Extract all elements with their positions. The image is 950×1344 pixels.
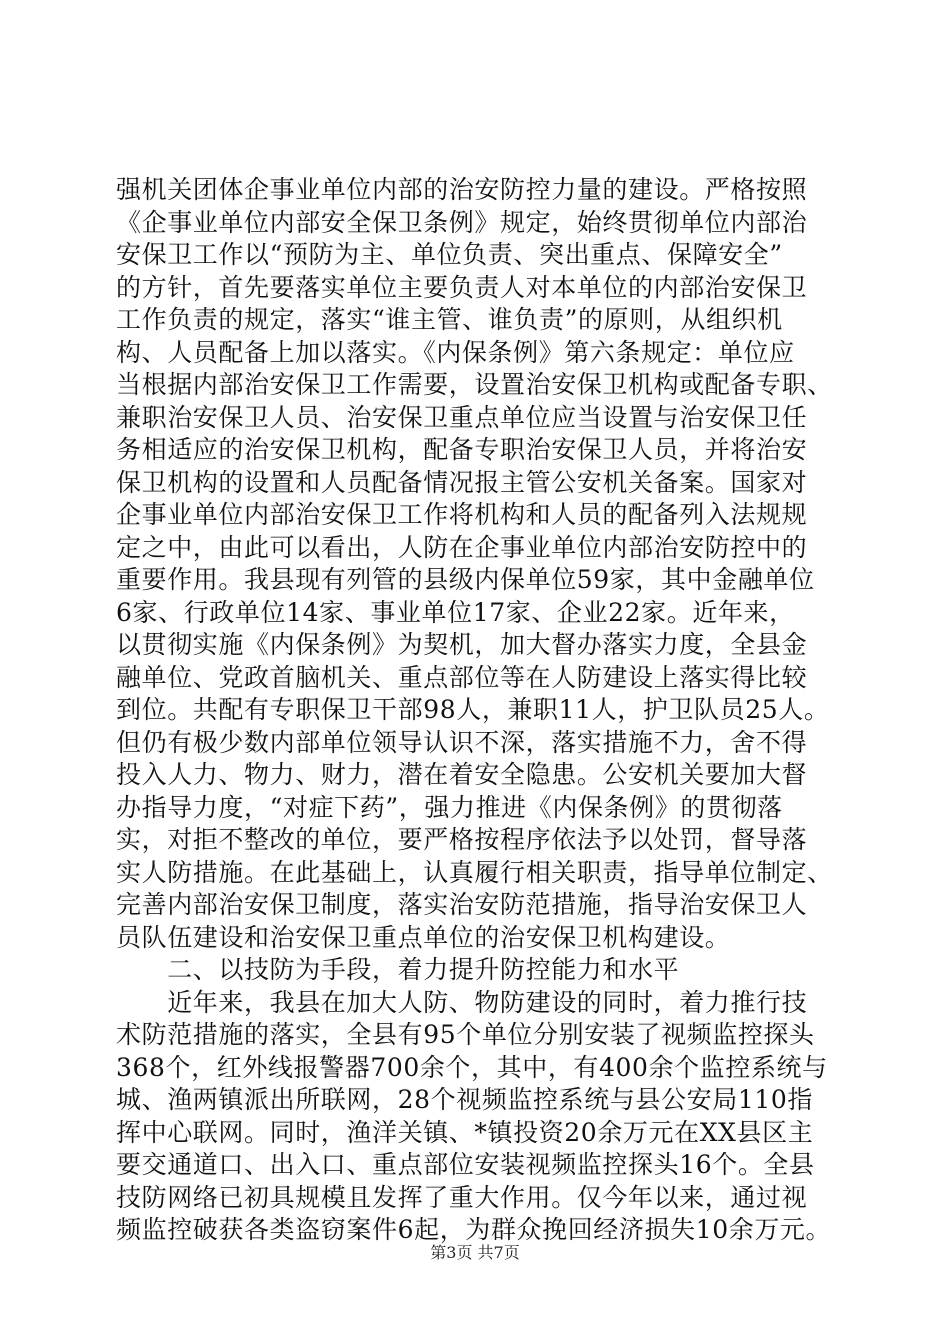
text-line: 实，对拒不整改的单位，要严格按程序依法予以处罚，督导落 — [116, 825, 808, 854]
text-line: 术防范措施的落实，全县有95个单位分别安装了视频监控探头 — [116, 1020, 815, 1049]
text-line: 完善内部治安保卫制度，落实治安防范措施，指导治安保卫人 — [116, 890, 808, 919]
text-line: 当根据内部治安保卫工作需要，设置治安保卫机构或配备专职、 — [116, 370, 833, 399]
text-line: 以贯彻实施《内保条例》为契机，加大督办落实力度，全县金 — [116, 630, 808, 659]
text-line: 技防网络已初具规模且发挥了重大作用。仅今年以来，通过视 — [116, 1182, 808, 1212]
text-line: 368个，红外线报警器700余个，其中，有400余个监控系统与 — [116, 1052, 828, 1082]
section-heading: 二、以技防为手段，着力提升防控能力和水平 — [116, 955, 680, 984]
text-line: 的方针，首先要落实单位主要负责人对本单位的内部治安保卫 — [116, 272, 808, 302]
text-line: 强机关团体企事业单位内部的治安防控力量的建设。严格按照 — [116, 175, 808, 204]
text-line: 工作负责的规定，落实“谁主管、谁负责”的原则，从组织机 — [116, 305, 783, 334]
text-line: 构、人员配备上加以落实。《内保条例》第六条规定：单位应 — [116, 337, 795, 367]
text-line: 务相适应的治安保卫机构，配备专职治安保卫人员，并将治安 — [116, 435, 808, 464]
text-line: 到位。共配有专职保卫干部98人，兼职11人，护卫队员25人。 — [116, 695, 830, 724]
text-line: 企事业单位内部治安保卫工作将机构和人员的配备列入法规规 — [116, 500, 808, 529]
text-line: 保卫机构的设置和人员配备情况报主管公安机关备案。国家对 — [116, 467, 808, 497]
text-line: 定之中，由此可以看出，人防在企事业单位内部治安防控中的 — [116, 532, 808, 562]
page-number-footer: 第3页 共7页 — [430, 1243, 520, 1262]
text-line: 投入人力、物力、财力，潜在着安全隐患。公安机关要加大督 — [116, 760, 808, 789]
text-line: 城、渔两镇派出所联网，28个视频监控系统与县公安局110指 — [116, 1085, 813, 1114]
text-line: 办指导力度，“对症下药”，强力推进《内保条例》的贯彻落 — [116, 792, 783, 822]
text-line: 要交通道口、出入口、重点部位安装视频监控探头16个。全县 — [116, 1150, 815, 1179]
text-line: 《企事业单位内部安全保卫条例》规定，始终贯彻单位内部治 — [116, 207, 808, 237]
document-body — [116, 174, 856, 1247]
text-line: 实人防措施。在此基础上，认真履行相关职责，指导单位制定、 — [116, 857, 833, 887]
text-line: 挥中心联网。同时，渔洋关镇、*镇投资20余万元在XX县区主 — [116, 1117, 814, 1147]
text-line: 6家、行政单位14家、事业单位17家、企业22家。近年来， — [116, 597, 795, 627]
text-line: 安保卫工作以“预防为主、单位负责、突出重点、保障安全” — [116, 240, 783, 269]
text-line: 融单位、党政首脑机关、重点部位等在人防建设上落实得比较 — [116, 662, 808, 692]
text-line: 员队伍建设和治安保卫重点单位的治安保卫机构建设。 — [116, 922, 731, 952]
text-line: 频监控破获各类盗窃案件6起，为群众挽回经济损失10余万元。 — [116, 1215, 832, 1244]
text-line: 兼职治安保卫人员、治安保卫重点单位应当设置与治安保卫任 — [116, 402, 808, 432]
text-line: 但仍有极少数内部单位领导认识不深，落实措施不力，舍不得 — [116, 727, 808, 757]
text-line: 近年来，我县在加大人防、物防建设的同时，着力推行技 — [116, 987, 808, 1017]
text-line: 重要作用。我县现有列管的县级内保单位59家，其中金融单位 — [116, 565, 815, 594]
